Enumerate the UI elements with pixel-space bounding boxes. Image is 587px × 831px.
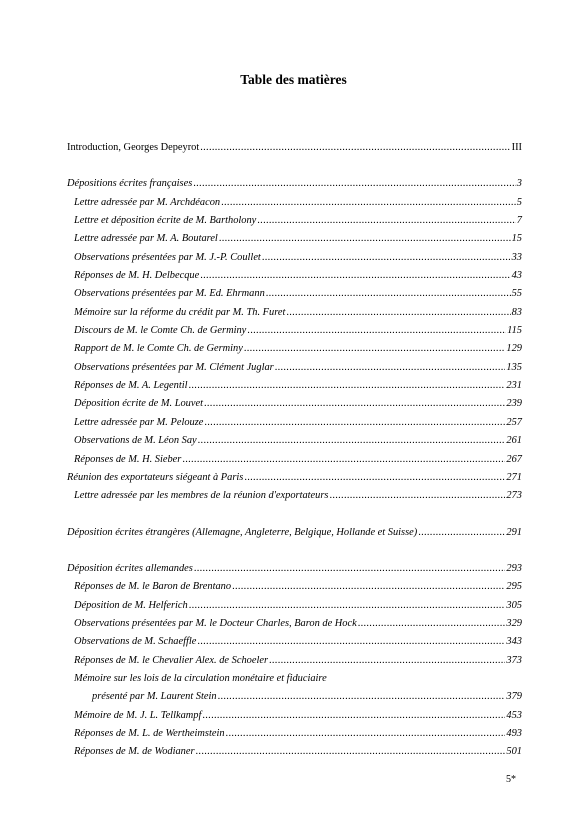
toc-entry-page: 115 <box>507 325 522 337</box>
toc-entry-label: Lettre adressée par M. Archdéacon <box>74 196 221 208</box>
toc-entry-page: 373 <box>506 654 522 666</box>
dot-leader <box>221 194 516 212</box>
toc-entry-page: 493 <box>506 727 522 739</box>
toc-entry-label: Rapport de M. le Comte Ch. de Germiny <box>74 343 243 355</box>
dot-leader <box>262 249 511 267</box>
dot-leader <box>358 615 506 633</box>
dot-leader <box>182 451 505 469</box>
dot-leader <box>418 524 505 542</box>
toc-entry-label: Réponses de M. H. Sieber <box>74 453 182 465</box>
dot-leader <box>218 688 506 706</box>
toc-entry[interactable] <box>67 414 522 432</box>
toc-entry[interactable] <box>67 377 522 395</box>
toc-entry-label: Mémoire de M. J. L. Tellkampf <box>74 709 202 721</box>
dot-leader <box>194 560 506 578</box>
dot-leader <box>286 304 510 322</box>
dot-leader <box>247 322 506 340</box>
dot-leader <box>189 597 506 615</box>
toc-entry[interactable] <box>67 707 522 725</box>
toc-entry-label: Discours de M. le Comte Ch. de Germiny <box>74 325 247 337</box>
toc-entry[interactable] <box>67 395 522 413</box>
toc-entry[interactable] <box>67 615 522 633</box>
toc-entry[interactable] <box>67 267 522 285</box>
dot-leader <box>219 230 511 248</box>
toc-entry-page: 135 <box>506 361 522 373</box>
dot-leader <box>275 359 506 377</box>
dot-leader <box>204 395 505 413</box>
toc-entry-page: 291 <box>506 526 522 538</box>
toc-entry-page: 329 <box>506 617 522 629</box>
toc-entry[interactable] <box>67 597 522 615</box>
toc-entry[interactable] <box>67 652 522 670</box>
toc-entry[interactable] <box>67 249 522 267</box>
toc-entry-label: Lettre adressée par M. A. Boutarel <box>74 233 218 245</box>
toc-entry[interactable] <box>67 725 522 743</box>
toc-entry-page: 3 <box>516 178 522 190</box>
toc-section-header[interactable] <box>67 560 522 578</box>
toc-entry-label: Réponses de M. A. Legentil <box>74 380 188 392</box>
dot-leader <box>197 633 505 651</box>
dot-leader <box>269 652 505 670</box>
toc-entry-page: 33 <box>511 251 522 263</box>
toc-entry-label: Réponses de M. le Baron de Brentano <box>74 581 232 593</box>
toc-entry[interactable] <box>67 230 522 248</box>
page-number: 5* <box>506 774 516 785</box>
dot-leader <box>198 432 506 450</box>
toc-entry-multiline[interactable] <box>67 670 522 688</box>
page-title: Table des matières <box>240 72 347 87</box>
toc-entry-page: 453 <box>506 709 522 721</box>
toc-entry-label: Observations de M. Léon Say <box>74 435 197 447</box>
dot-leader <box>189 377 506 395</box>
toc-entry-page: 267 <box>506 453 522 465</box>
toc-entry-label: Réunion des exportateurs siégeant à Paris <box>67 471 244 483</box>
toc-entry-page: 5 <box>516 196 522 208</box>
toc-entry[interactable] <box>67 487 522 505</box>
toc-entry-label: Lettre adressée par M. Pelouze <box>74 416 204 428</box>
toc-entry-label: Réponses de M. H. Delbecque <box>74 270 200 282</box>
toc-entry-page: 293 <box>506 562 522 574</box>
toc-entry-label: Réponses de M. de Wodianer <box>74 746 195 758</box>
toc-entry[interactable] <box>67 212 522 230</box>
toc-entry-page: 43 <box>511 270 522 282</box>
toc-entry[interactable] <box>67 633 522 651</box>
toc-entry-label: Dépositions écrites françaises <box>67 178 193 190</box>
dot-leader <box>200 139 510 157</box>
toc-entry-page: 501 <box>506 746 522 758</box>
toc-entry-page: 305 <box>506 599 522 611</box>
toc-entry-label: Déposition de M. Helferich <box>74 599 188 611</box>
toc-entry-label: Observations présentées par M. le Docteur Charles, Baron de Hock <box>74 617 357 629</box>
toc-entry-label: Déposition écrites étrangères (Allemagne, Angleterre, Belgique, Hollande et Suisse) <box>67 526 418 538</box>
dot-leader <box>196 743 506 761</box>
toc-entry-page: 239 <box>506 398 522 410</box>
dot-leader <box>226 725 506 743</box>
toc-entry[interactable] <box>67 578 522 596</box>
dot-leader <box>244 340 506 358</box>
toc-entry-label: présenté par M. Laurent Stein <box>92 691 217 703</box>
toc-entry-label: Déposition écrites allemandes <box>67 562 193 574</box>
toc-section-header[interactable] <box>67 524 522 542</box>
dot-leader <box>200 267 510 285</box>
toc-entry-page: 129 <box>506 343 522 355</box>
toc-entry-label: Observations présentées par M. J.-P. Coullet <box>74 251 261 263</box>
toc-entry-continuation[interactable] <box>67 688 522 706</box>
toc-entry[interactable] <box>67 304 522 322</box>
toc-entry-label: Observations présentées par M. Clément Juglar <box>74 361 274 373</box>
dot-leader <box>204 414 505 432</box>
toc-entry-page: 7 <box>516 215 522 227</box>
toc-entry[interactable] <box>67 432 522 450</box>
table-of-contents <box>67 139 522 762</box>
toc-entry-label: Déposition écrite de M. Louvet <box>74 398 203 410</box>
toc-entry-page: 261 <box>506 435 522 447</box>
toc-entry[interactable] <box>67 194 522 212</box>
toc-section-header[interactable] <box>67 175 522 193</box>
toc-entry[interactable] <box>67 359 522 377</box>
toc-entry-label: Lettre et déposition écrite de M. Bartholony <box>74 215 257 227</box>
toc-entry-page: 55 <box>511 288 522 300</box>
toc-entry-page: 271 <box>506 471 522 483</box>
toc-entry-introduction[interactable] <box>67 139 522 157</box>
toc-entry-page: 15 <box>511 233 522 245</box>
toc-entry-label: Lettre adressée par les membres de la réunion d'exportateurs <box>74 490 329 502</box>
toc-entry-label: Observations présentées par M. Ed. Ehrmann <box>74 288 265 300</box>
dot-leader <box>202 707 505 725</box>
dot-leader <box>193 175 516 193</box>
toc-entry-page: 343 <box>506 636 522 648</box>
toc-entry[interactable] <box>67 340 522 358</box>
toc-entry-label: Observations de M. Schaeffle <box>74 636 197 648</box>
dot-leader <box>329 487 505 505</box>
dot-leader <box>244 469 505 487</box>
toc-entry-page: 295 <box>506 581 522 593</box>
toc-entry[interactable] <box>67 743 522 761</box>
dot-leader <box>257 212 516 230</box>
toc-entry-label: Mémoire sur la réforme du crédit par M. Th. Furet <box>74 306 286 318</box>
dot-leader <box>266 285 511 303</box>
toc-entry-page: 379 <box>506 691 522 703</box>
toc-entry-page: 257 <box>506 416 522 428</box>
toc-entry-page: 273 <box>506 490 522 502</box>
toc-section-header[interactable] <box>67 469 522 487</box>
toc-entry[interactable] <box>67 322 522 340</box>
toc-entry[interactable] <box>67 285 522 303</box>
toc-entry-label: Introduction, Georges Depeyrot <box>67 142 200 153</box>
toc-entry-label: Mémoire sur les lois de la circulation monétaire et fiduciaire <box>74 672 327 684</box>
dot-leader <box>232 578 505 596</box>
toc-entry-page: III <box>511 142 522 153</box>
toc-entry-label: Réponses de M. L. de Wertheimstein <box>74 727 225 739</box>
toc-entry[interactable] <box>67 451 522 469</box>
toc-entry-page: 231 <box>506 380 522 392</box>
toc-entry-page: 83 <box>511 306 522 318</box>
toc-entry-label: Réponses de M. le Chevalier Alex. de Schoeler <box>74 654 268 666</box>
